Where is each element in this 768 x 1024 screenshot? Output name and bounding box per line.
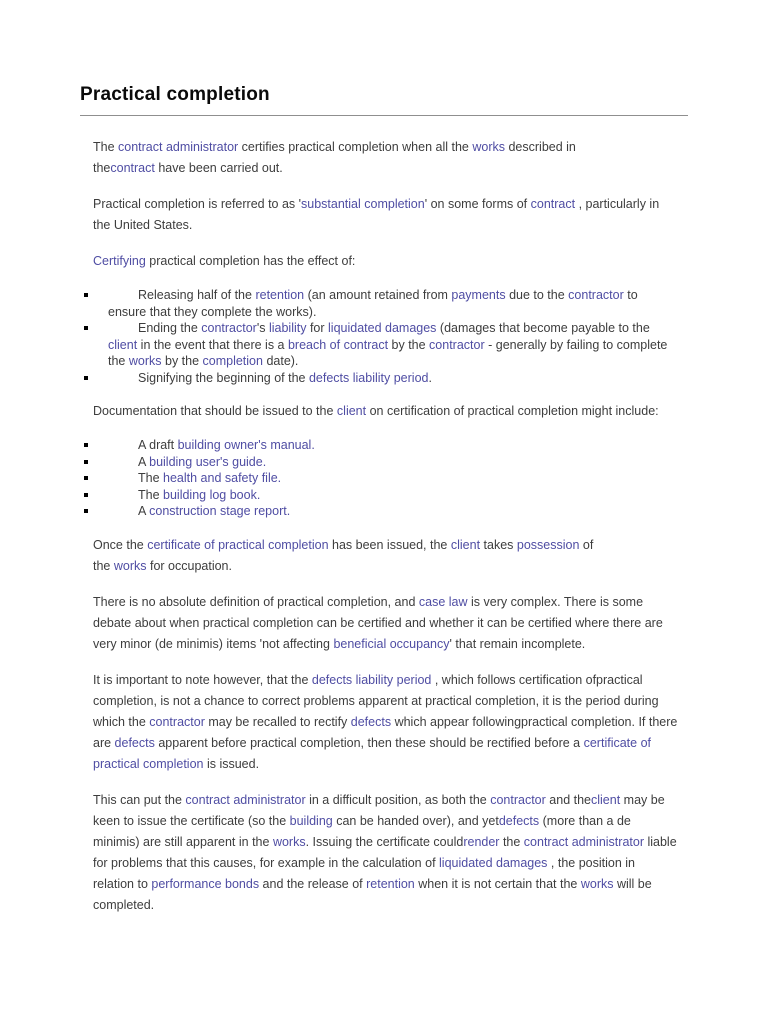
paragraph [93,790,678,916]
text-run: and the [545,792,591,807]
doc-link[interactable]: contract administrator [185,792,306,807]
doc-link[interactable]: defects [114,735,155,750]
doc-link[interactable]: defects [498,813,540,828]
text-run: Once the [93,537,148,552]
list-item [84,370,678,387]
doc-link[interactable]: payments [451,288,506,302]
text-run: apparent before practical completion, then these should be rectified before a [154,735,584,750]
paragraph [93,535,678,577]
text-run: A [138,454,150,469]
doc-link[interactable]: liquidated damages [328,321,437,335]
text-run: on certification of practical completion might include: [366,404,659,418]
doc-link[interactable]: client [591,792,621,807]
text-run: due to the [505,288,569,302]
text-run: is very complex. There is some debate about when practical completion can be certified and whether it can be certified where there are very minor (de minimis) items 'not affecting [93,594,663,651]
text-run: - generally by failing to complete the [108,337,668,368]
doc-link[interactable]: contract [110,161,155,175]
doc-link[interactable]: contractor [490,792,546,807]
text-run: by the [161,354,203,368]
page-title: Practical completion [80,84,270,105]
text-run: There is no absolute definition of practical completion, and [93,594,419,609]
doc-link[interactable]: beneficial occupancy [333,636,450,651]
doc-link[interactable]: contractor [429,337,485,352]
text-run: when it is not certain that the [414,876,581,891]
doc-link[interactable]: works [128,354,162,368]
text-run: It is important to note however, that the [93,672,312,687]
bullet-marker-icon [84,509,88,513]
list-item [84,503,678,520]
text-run: certifies practical completion when all the [238,140,473,154]
text-run: . [428,370,432,385]
doc-link[interactable]: certificate of practical completion [93,735,651,771]
text-run: takes [480,537,517,552]
doc-link[interactable]: defects liability period [311,672,432,687]
text-run: (more than a de minimis) are still apparent in the [93,813,631,849]
text-run: can be handed over), and yet [332,813,499,828]
doc-link[interactable]: liability [268,321,307,335]
list-item [84,487,678,504]
text-run: , particularly in the United States. [93,197,660,232]
text-run: the [93,161,111,175]
text-run: described in [505,140,576,154]
text-run: the [499,834,524,849]
text-run: have been carried out. [154,161,283,175]
bullet-marker-icon [84,460,88,464]
text-run: may be keen to issue the certificate (so the [93,792,665,828]
doc-link[interactable]: building log book. [163,487,261,502]
doc-link[interactable]: contract [530,197,576,211]
doc-link[interactable]: completion [202,354,263,368]
doc-link[interactable]: building owner's manual. [177,438,315,452]
doc-link[interactable]: client [336,404,367,418]
bullet-marker-icon [84,376,88,380]
list-item [84,287,678,320]
text-run: to ensure that they complete the works). [108,288,638,319]
text-run: Documentation that should be issued to the [93,404,337,418]
doc-link[interactable]: contractor [201,321,257,335]
bullet-marker-icon [84,476,88,480]
doc-link[interactable]: contractor [149,714,205,729]
doc-link[interactable]: client [108,337,138,352]
doc-link[interactable]: retention [255,288,305,302]
text-run: Releasing half of the [138,288,256,302]
text-run: in the event that there is a [137,337,288,352]
doc-link[interactable]: substantial completion [301,197,425,211]
text-run: date). [262,354,299,368]
text-run: ' that remain incomplete. [449,636,586,651]
text-run: Signifying the beginning of the [138,370,309,385]
text-run: 's [256,321,269,335]
doc-link[interactable]: liquidated damages [439,855,548,870]
list-item [84,320,678,370]
text-run: in a difficult position, as both the [305,792,491,807]
text-run: (damages that become payable to the [436,321,650,335]
text-run: The [93,140,119,154]
text-run: practical completion has the effect of: [145,254,356,268]
text-run: for occupation. [146,558,232,573]
doc-link[interactable]: contract administrator [523,834,644,849]
list-item [84,454,678,471]
doc-link[interactable]: retention [366,876,415,891]
paragraph [93,401,678,422]
text-run: the [93,558,114,573]
doc-link[interactable]: defects liability period [308,370,429,385]
text-run: (an amount retained from [304,288,452,302]
doc-link[interactable]: works [113,558,147,573]
text-run: A draft [138,438,178,452]
text-run: The [138,487,164,502]
doc-link[interactable]: Certifying [93,254,146,268]
paragraph [93,592,678,655]
document-body [93,137,678,916]
doc-link[interactable]: works [272,834,306,849]
bullet-marker-icon [84,293,88,297]
text-run: which appear followingpractical completion. If there are [93,714,678,750]
text-run: , the position in relation to [93,855,635,891]
bullet-marker-icon [84,493,88,497]
text-run: and the release of [259,876,367,891]
text-run: liable for problems that this causes, for example in the calculation of [93,834,677,870]
text-run: for [306,321,329,335]
doc-link[interactable]: defects [350,714,392,729]
list-item [84,470,678,487]
text-run: Ending the [138,321,202,335]
bullet-list [93,287,678,386]
doc-link[interactable]: contractor [568,288,624,302]
doc-link[interactable]: contract administrator [118,140,239,154]
text-run: This can put the [93,792,186,807]
doc-link[interactable]: works [472,140,505,154]
text-run: of [579,537,594,552]
text-run: ' on some forms of [424,197,531,211]
bullet-marker-icon [84,443,88,447]
title-rule [80,115,688,116]
doc-link[interactable]: health and safety file. [163,471,282,485]
doc-link[interactable]: works [580,876,614,891]
doc-link[interactable]: render [463,834,500,849]
list-item [84,437,678,454]
paragraph [93,670,678,775]
doc-link[interactable]: building user's guide. [149,454,267,469]
doc-link[interactable]: certificate of practical completion [147,537,329,552]
text-run: . Issuing the certificate could [305,834,464,849]
text-run: A [138,504,150,518]
doc-link[interactable]: building [289,813,333,828]
doc-link[interactable]: construction stage report. [149,504,291,518]
doc-link[interactable]: client [450,537,481,552]
doc-link[interactable]: possession [516,537,580,552]
bullet-marker-icon [84,326,88,330]
text-run: may be recalled to rectify [204,714,351,729]
doc-link[interactable]: performance bonds [151,876,260,891]
doc-link[interactable]: breach of contract [287,337,389,352]
doc-link[interactable]: case law [418,594,468,609]
text-run: The [138,471,164,485]
paragraph [93,137,678,179]
paragraph [93,251,678,272]
text-run: , which follows certification ofpractical completion, is not a chance to correct problems apparent at practical completion, it is the period during which the [93,672,659,729]
text-run: will be completed. [93,876,652,912]
text-run: by the [388,337,430,352]
paragraph [93,194,678,236]
text-run: has been issued, the [328,537,451,552]
text-run: is issued. [203,756,260,771]
text-run: Practical completion is referred to as ' [93,197,302,211]
bullet-list [93,437,678,520]
